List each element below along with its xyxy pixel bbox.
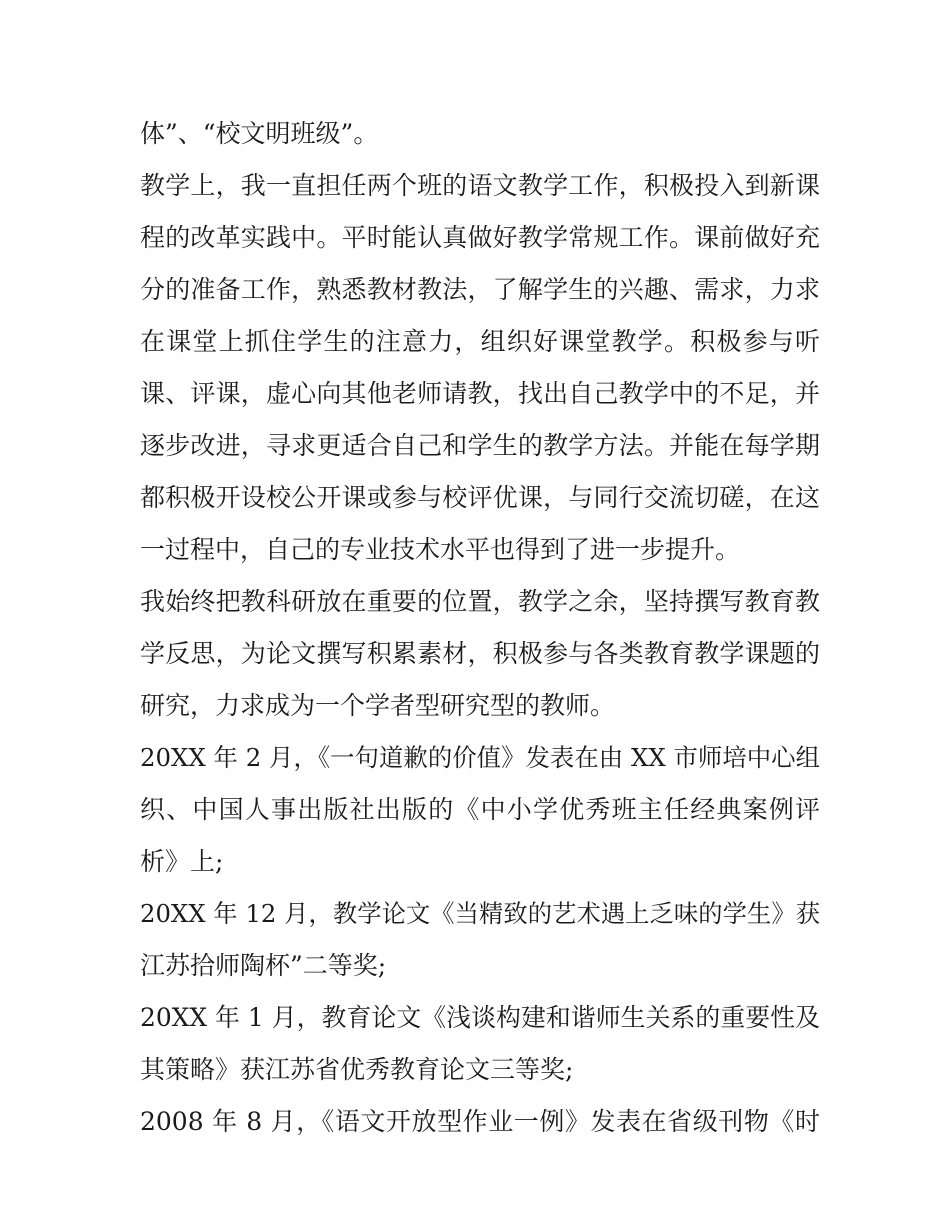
text-line: 20XX 年 12 月，教学论文《当精致的艺术遇上乏味的学生》获 xyxy=(140,899,820,928)
document-body xyxy=(140,108,820,1148)
text-line: 研究，力求成为一个学者型研究型的教师。 xyxy=(140,691,616,720)
text-line: 20XX 年 1 月，教育论文《浅谈构建和谐师生关系的重要性及 xyxy=(140,1003,820,1032)
text-line: 程的改革实践中。平时能认真做好教学常规工作。课前做好充 xyxy=(140,223,820,252)
text-line: 其策略》获江苏省优秀教育论文三等奖; xyxy=(140,1055,574,1084)
text-line: 课、评课，虚心向其他老师请教，找出自己教学中的不足，并 xyxy=(140,379,820,408)
text-line: 逐步改进，寻求更适合自己和学生的教学方法。并能在每学期 xyxy=(140,431,820,460)
text-line: 我始终把教科研放在重要的位置，教学之余，坚持撰写教育教 xyxy=(140,587,820,616)
text-line: 在课堂上抓住学生的注意力，组织好课堂教学。积极参与听 xyxy=(140,327,820,356)
text-line: 2008 年 8 月，《语文开放型作业一例》发表在省级刊物《时 xyxy=(140,1107,820,1136)
text-line: 体”、“校文明班级”。 xyxy=(140,119,379,148)
text-line: 一过程中，自己的专业技术水平也得到了进一步提升。 xyxy=(140,535,741,564)
text-line: 学反思，为论文撰写积累素材，积极参与各类教育教学课题的 xyxy=(140,639,820,668)
text-line: 分的准备工作，熟悉教材教法，了解学生的兴趣、需求，力求 xyxy=(140,275,820,304)
text-line: 都积极开设校公开课或参与校评优课，与同行交流切磋，在这 xyxy=(140,483,820,512)
text-line: 江苏拾师陶杯”二等奖; xyxy=(140,951,387,980)
text-line: 20XX 年 2 月，《一句道歉的价值》发表在由 XX 市师培中心组 xyxy=(140,743,820,772)
text-line: 析》上; xyxy=(140,847,224,876)
text-line: 教学上，我一直担任两个班的语文教学工作，积极投入到新课 xyxy=(140,171,820,200)
text-line: 织、中国人事出版社出版的《中小学优秀班主任经典案例评 xyxy=(140,795,820,824)
